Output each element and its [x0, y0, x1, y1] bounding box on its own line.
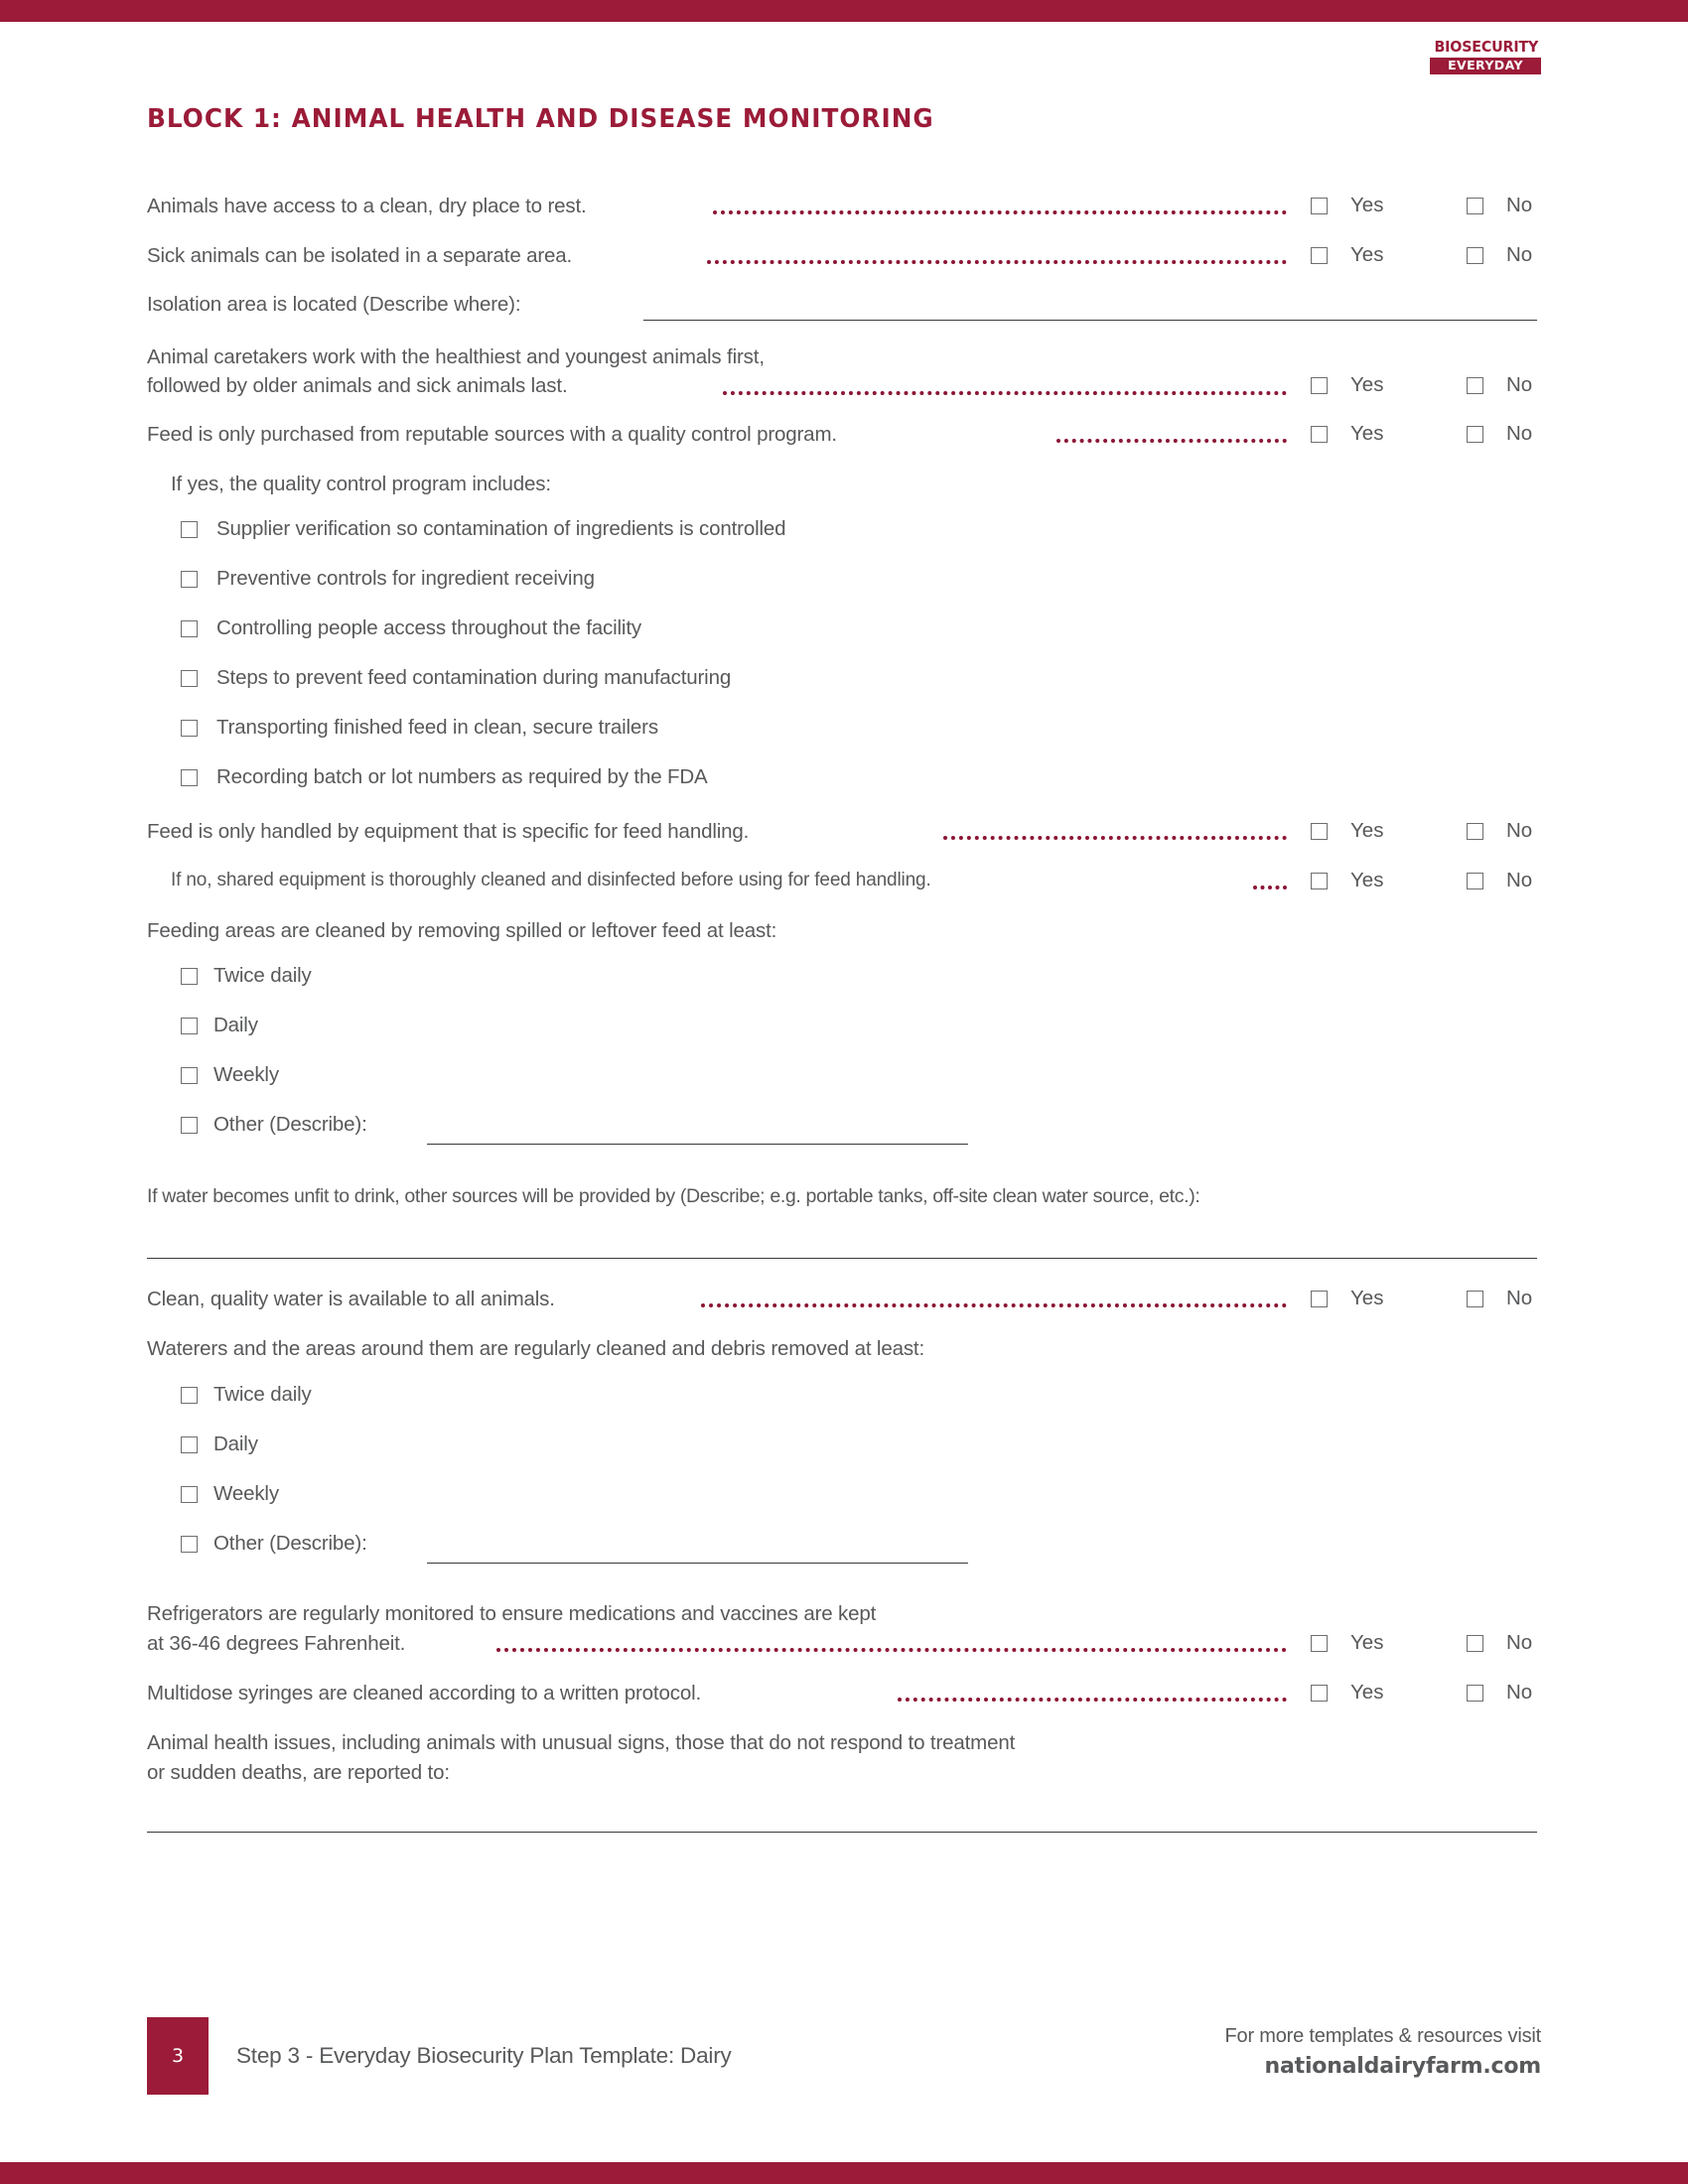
checkbox-q11-yes[interactable]	[1311, 1635, 1328, 1652]
dotted-leader	[898, 1694, 1287, 1702]
checkbox-q4-yes[interactable]	[1311, 377, 1328, 394]
footer-website-link[interactable]: nationaldairyfarm.com	[1264, 2054, 1541, 2079]
heading-waterer-cleaning-frequency: Waterers and the areas around them are regularly cleaned and debris removed at least:	[147, 1337, 925, 1360]
prompt-alternate-water-sources: If water becomes unfit to drink, other sources will be provided by (Describe; e.g. portable tanks, off-site clean water source, etc.):	[147, 1185, 1200, 1207]
label-waterer-freq-3: Other (Describe):	[213, 1532, 367, 1555]
checkbox-qc-option-0[interactable]	[181, 521, 198, 538]
dotted-leader	[723, 387, 1287, 395]
checkbox-q12-yes[interactable]	[1311, 1685, 1328, 1702]
label-q5-no: No	[1506, 422, 1533, 445]
label-q6sub-yes: Yes	[1350, 869, 1384, 891]
page-number-badge: 3	[147, 2017, 209, 2095]
checkbox-q12-no[interactable]	[1467, 1685, 1483, 1702]
checkbox-q6sub-no[interactable]	[1467, 873, 1483, 889]
dotted-leader	[1253, 882, 1287, 889]
checkbox-q2-no[interactable]	[1467, 247, 1483, 264]
label-feeding-freq-1: Daily	[213, 1014, 258, 1036]
page-title: BLOCK 1: ANIMAL HEALTH AND DISEASE MONITORING	[147, 104, 934, 134]
label-feeding-freq-3: Other (Describe):	[213, 1113, 367, 1136]
label-q9-yes: Yes	[1350, 1287, 1384, 1309]
label-feeding-freq-0: Twice daily	[213, 964, 312, 987]
question-caretaker-order-line1: Animal caretakers work with the healthiest and youngest animals first,	[147, 345, 765, 368]
heading-feeding-area-cleaning-frequency: Feeding areas are cleaned by removing spilled or leftover feed at least:	[147, 919, 777, 942]
question-refrigerator-monitoring-line2: at 36-46 degrees Fahrenheit.	[147, 1632, 406, 1655]
label-qc-option-1: Preventive controls for ingredient receiving	[216, 567, 595, 590]
input-health-issue-reporting[interactable]	[147, 1832, 1537, 1833]
footer-resources-text: For more templates & resources visit	[1224, 2025, 1541, 2047]
label-qc-option-3: Steps to prevent feed contamination during manufacturing	[216, 666, 732, 689]
biosecurity-everyday-logo	[1430, 40, 1541, 74]
label-waterer-freq-2: Weekly	[213, 1482, 279, 1505]
label-qc-option-0: Supplier verification so contamination of ingredients is controlled	[216, 517, 786, 540]
question-refrigerator-monitoring-line1: Refrigerators are regularly monitored to ensure medications and vaccines are kept	[147, 1602, 877, 1625]
label-q12-yes: Yes	[1350, 1681, 1384, 1704]
checkbox-waterer-freq-1[interactable]	[181, 1436, 198, 1453]
label-q9-no: No	[1506, 1287, 1533, 1309]
dotted-leader	[943, 832, 1287, 840]
checkbox-waterer-freq-0[interactable]	[181, 1387, 198, 1404]
checkbox-feeding-freq-2[interactable]	[181, 1067, 198, 1084]
question-multidose-syringes: Multidose syringes are cleaned according to a written protocol.	[147, 1682, 702, 1705]
label-q4-yes: Yes	[1350, 373, 1384, 396]
logo-wordmark-top: BIOSECURITY	[1434, 38, 1539, 56]
dotted-leader	[707, 256, 1287, 264]
dotted-leader	[713, 206, 1287, 214]
checkbox-q6sub-yes[interactable]	[1311, 873, 1328, 889]
checkbox-feeding-freq-1[interactable]	[181, 1018, 198, 1034]
question-caretaker-order-line2: followed by older animals and sick animals last.	[147, 374, 568, 397]
checkbox-q2-yes[interactable]	[1311, 247, 1328, 264]
checkbox-q1-yes[interactable]	[1311, 198, 1328, 214]
checkbox-q9-yes[interactable]	[1311, 1291, 1328, 1307]
label-q11-no: No	[1506, 1631, 1533, 1654]
label-q1-no: No	[1506, 194, 1533, 216]
dotted-leader	[496, 1644, 1287, 1652]
label-q4-no: No	[1506, 373, 1533, 396]
checkbox-q5-no[interactable]	[1467, 426, 1483, 443]
label-q12-no: No	[1506, 1681, 1533, 1704]
footer-document-title: Step 3 - Everyday Biosecurity Plan Template: Dairy	[236, 2043, 732, 2068]
input-feeding-freq-other[interactable]	[427, 1144, 968, 1145]
question-clean-quality-water: Clean, quality water is available to all animals.	[147, 1288, 555, 1310]
input-isolation-area-location[interactable]	[643, 320, 1537, 321]
checkbox-q5-yes[interactable]	[1311, 426, 1328, 443]
checkbox-q4-no[interactable]	[1467, 377, 1483, 394]
prompt-health-issue-reporting-line2: or sudden deaths, are reported to:	[147, 1761, 450, 1784]
label-q6-no: No	[1506, 819, 1533, 842]
question-clean-dry-rest-label: Animals have access to a clean, dry place to rest.	[147, 195, 587, 217]
label-q2-yes: Yes	[1350, 243, 1384, 266]
label-q6sub-no: No	[1506, 869, 1533, 891]
label-q5-yes: Yes	[1350, 422, 1384, 445]
checkbox-feeding-freq-0[interactable]	[181, 968, 198, 985]
checkbox-q6-yes[interactable]	[1311, 823, 1328, 840]
checkbox-qc-option-1[interactable]	[181, 571, 198, 588]
footer-resources	[1225, 2025, 1541, 2079]
input-waterer-freq-other[interactable]	[427, 1563, 968, 1564]
checkbox-qc-option-4[interactable]	[181, 720, 198, 737]
label-waterer-freq-1: Daily	[213, 1433, 258, 1455]
input-alternate-water-sources[interactable]	[147, 1258, 1537, 1259]
label-q2-no: No	[1506, 243, 1533, 266]
checkbox-q11-no[interactable]	[1467, 1635, 1483, 1652]
checkbox-q1-no[interactable]	[1467, 198, 1483, 214]
dotted-leader	[1056, 435, 1287, 443]
label-q1-yes: Yes	[1350, 194, 1384, 216]
label-qc-option-5: Recording batch or lot numbers as required by the FDA	[216, 765, 708, 788]
label-q6-yes: Yes	[1350, 819, 1384, 842]
checkbox-q6-no[interactable]	[1467, 823, 1483, 840]
checkbox-q9-no[interactable]	[1467, 1291, 1483, 1307]
top-brand-bar	[0, 0, 1688, 22]
subheading-quality-control-includes: If yes, the quality control program includes:	[171, 473, 551, 495]
question-shared-equipment-cleaned: If no, shared equipment is thoroughly cleaned and disinfected before using for feed handling.	[171, 870, 931, 890]
checkbox-feeding-freq-3[interactable]	[181, 1117, 198, 1134]
checkbox-qc-option-5[interactable]	[181, 769, 198, 786]
question-isolate-sick-label: Sick animals can be isolated in a separate area.	[147, 244, 573, 267]
question-feed-reputable-sources: Feed is only purchased from reputable sources with a quality control program.	[147, 423, 837, 446]
label-q11-yes: Yes	[1350, 1631, 1384, 1654]
checkbox-waterer-freq-2[interactable]	[181, 1486, 198, 1503]
label-qc-option-2: Controlling people access throughout the facility	[216, 616, 641, 639]
dotted-leader	[701, 1299, 1287, 1307]
prompt-health-issue-reporting-line1: Animal health issues, including animals with unusual signs, those that do not respond to treatment	[147, 1731, 1016, 1754]
checkbox-qc-option-2[interactable]	[181, 620, 198, 637]
label-feeding-freq-2: Weekly	[213, 1063, 279, 1086]
label-waterer-freq-0: Twice daily	[213, 1383, 312, 1406]
bottom-brand-bar	[0, 2162, 1688, 2184]
logo-wordmark-bottom: EVERYDAY	[1430, 58, 1541, 75]
question-feed-specific-equipment: Feed is only handled by equipment that is specific for feed handling.	[147, 820, 750, 843]
label-qc-option-4: Transporting finished feed in clean, secure trailers	[216, 716, 658, 739]
prompt-isolation-area-location: Isolation area is located (Describe where):	[147, 293, 521, 316]
checkbox-waterer-freq-3[interactable]	[181, 1536, 198, 1553]
checkbox-qc-option-3[interactable]	[181, 670, 198, 687]
